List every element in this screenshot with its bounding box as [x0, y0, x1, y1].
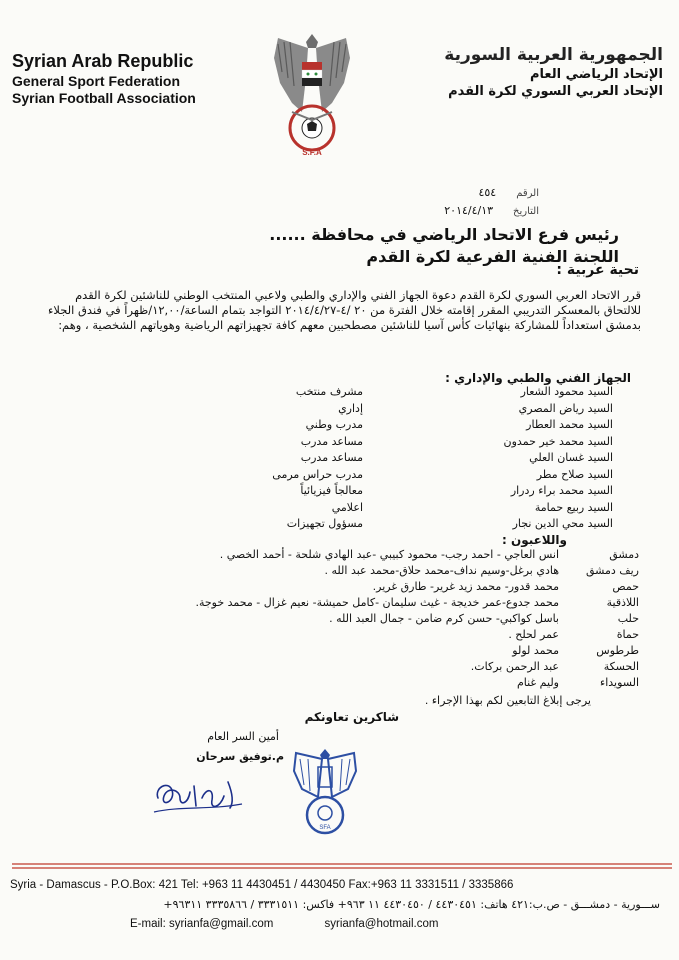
player-names: هادي برغل-وسيم نداف-محمد حلاق-محمد عبد الله .	[324, 564, 559, 577]
ref-number-label: الرقم	[516, 188, 539, 199]
players-row	[79, 660, 639, 676]
ref-date-value: ٢٠١٤/٤/١٣	[444, 204, 494, 217]
closing-note: يرجى إبلاغ التابعين لكم بهذا الإجراء .	[424, 694, 591, 707]
staff-name: السيد صلاح مطر	[536, 467, 613, 481]
player-names: انس العاجي - احمد رجب- محمود كبيبي -عبد الهادي شلحة - أحمد الخصي .	[219, 548, 559, 561]
title-line-1: رئيس فرع الاتحاد الرياضي في محافظة ......	[269, 225, 619, 244]
player-city: حمص	[612, 580, 639, 593]
staff-name: السيد رياض المصري	[518, 401, 613, 415]
player-names: محمد لولو	[512, 644, 559, 657]
staff-role: مساعد مدرب	[300, 434, 363, 448]
staff-name: السيد ربيع حمامة	[534, 500, 613, 514]
official-stamp-icon	[290, 745, 360, 840]
header-country-en: Syrian Arab Republic	[12, 51, 194, 71]
player-city: السويداء	[600, 676, 639, 689]
players-row	[79, 596, 639, 612]
staff-row	[183, 402, 613, 419]
staff-role: معالجاً فيزيائياً	[300, 484, 363, 497]
player-city: حلب	[617, 612, 639, 625]
handwritten-signature	[150, 768, 245, 818]
thanks-line: شاكرين تعاونكم	[304, 710, 399, 724]
player-names: عبد الرحمن بركات.	[470, 660, 559, 673]
staff-row	[183, 385, 613, 402]
player-names: عمر لحلح .	[508, 628, 559, 641]
header-country-ar: الجمهورية العربية السورية	[444, 45, 663, 65]
players-row	[79, 580, 639, 596]
header-association-ar: الإتحاد العربي السوري لكرة القدم	[448, 84, 663, 99]
staff-role: مدرب حراس مرمى	[272, 467, 363, 481]
player-city: دمشق	[609, 548, 639, 561]
player-names: وليم غنام	[516, 676, 559, 689]
staff-name: السيد محمد خير حمدون	[503, 434, 613, 448]
staff-name: السيد محمد براء ردرار	[510, 484, 613, 497]
title-line-2: اللجنة الفنية الفرعية لكرة القدم	[366, 247, 619, 267]
staff-name: السيد محمود الشعار	[520, 385, 613, 398]
staff-role: مدرب وطني	[305, 418, 363, 431]
greeting: تحية عربية :	[556, 262, 639, 278]
staff-heading: الجهاز الفني والطبي والإداري :	[445, 371, 631, 385]
signatory-name: م.توفيق سرحان	[196, 750, 284, 763]
player-names: محمد جدوع-عمر خديجة - غيث سليمان -كامل حميشة- نعيم غزال - محمد خوجة.	[195, 596, 559, 609]
players-row	[79, 676, 639, 692]
header-arabic	[403, 45, 663, 99]
players-row	[79, 612, 639, 628]
staff-list	[183, 385, 613, 534]
player-city: طرطوس	[596, 644, 639, 657]
staff-row	[183, 418, 613, 435]
header-federation-en: General Sport Federation	[12, 72, 181, 89]
players-row	[79, 628, 639, 644]
header-english	[12, 50, 196, 108]
staff-role: مشرف منتخب	[295, 385, 363, 398]
footer-divider	[12, 862, 672, 872]
body-paragraph: قرر الاتحاد العربي السوري لكرة القدم دعوة الجهاز الفني والإداري والطبي ولاعبي المنتخب الوطني للناشئين لكرة القدم للالتحاق بالمعسكر التدريبي المقرر إقامته خلال الفترة من ٢٠ /٤-٢٠١٤/٤/٢٧ التواجد بتمام الساعة/١٢,٠٠/ظهراً في فندق الجلاء بدمشق استعداداً للمشاركة بنهائيات كأس آسيا للناشئين مصطحبين معهم كافة تجهيزاتهم الرياضية وهوياتهم الشخصية ، وهم:	[47, 288, 641, 332]
players-row	[79, 548, 639, 564]
eagle-emblem-logo	[272, 28, 352, 166]
players-row	[79, 564, 639, 580]
player-names: محمد قدور- محمد زيد غرير- طارق غرير.	[372, 580, 559, 593]
staff-row	[183, 484, 613, 501]
footer-email-hotmail[interactable]: syrianfa@hotmail.com	[324, 918, 439, 930]
staff-row	[183, 468, 613, 485]
footer-contact-ar: ســـورية - دمشـــق - ص.ب:٤٢١ هاتف: ٤٤٣٠٤٥١ / ٤٤٣٠٤٥٠ ١١ ٩٦٣+ فاكس: ٣٣٣١٥١١ / ٣٣٣٥٨٦٦ ٩٦٣١١+	[163, 898, 660, 911]
player-city: الحسكة	[603, 660, 639, 673]
staff-role: إداري	[338, 401, 363, 415]
player-names: باسل كواكبي- حسن كرم ضامن - جمال العبد الله .	[329, 612, 559, 625]
staff-name: السيد غسان العلي	[529, 451, 613, 464]
staff-role: مساعد مدرب	[300, 451, 363, 464]
staff-role: اعلامي	[331, 500, 363, 514]
staff-name: السيد محمد العطار	[526, 418, 613, 431]
ref-number-value: ٤٥٤	[478, 186, 497, 199]
footer-contact-en: Syria - Damascus - P.O.Box: 421 Tel: +963 11 4430451 / 4430450 Fax:+963 11 3331511 / 3335866	[10, 879, 514, 891]
staff-row	[183, 517, 613, 534]
emblem-caption: S.F.A	[302, 148, 322, 157]
staff-name: السيد محي الدين نجار	[512, 517, 613, 530]
players-row	[79, 644, 639, 660]
staff-row	[183, 451, 613, 468]
header-federation-ar: الإتحاد الرياضي العام	[530, 67, 663, 82]
header-association-en: Syrian Football Association	[12, 90, 196, 106]
players-list	[79, 548, 639, 692]
svg-text:SFA: SFA	[319, 825, 331, 831]
footer-emails	[130, 918, 438, 930]
footer-email-gmail[interactable]: E-mail: syrianfa@gmail.com	[130, 918, 274, 930]
signatory-title: أمين السر العام	[207, 730, 279, 743]
player-city: اللاذقية	[606, 596, 639, 609]
staff-row	[183, 501, 613, 518]
ref-date-label: التاريخ	[513, 206, 539, 217]
staff-row	[183, 435, 613, 452]
staff-role: مسؤول تجهيزات	[286, 517, 363, 530]
player-city: ريف دمشق	[585, 564, 639, 577]
player-city: حماة	[616, 628, 639, 641]
players-heading: واللاعبون :	[501, 533, 567, 547]
reference-block	[389, 184, 539, 220]
